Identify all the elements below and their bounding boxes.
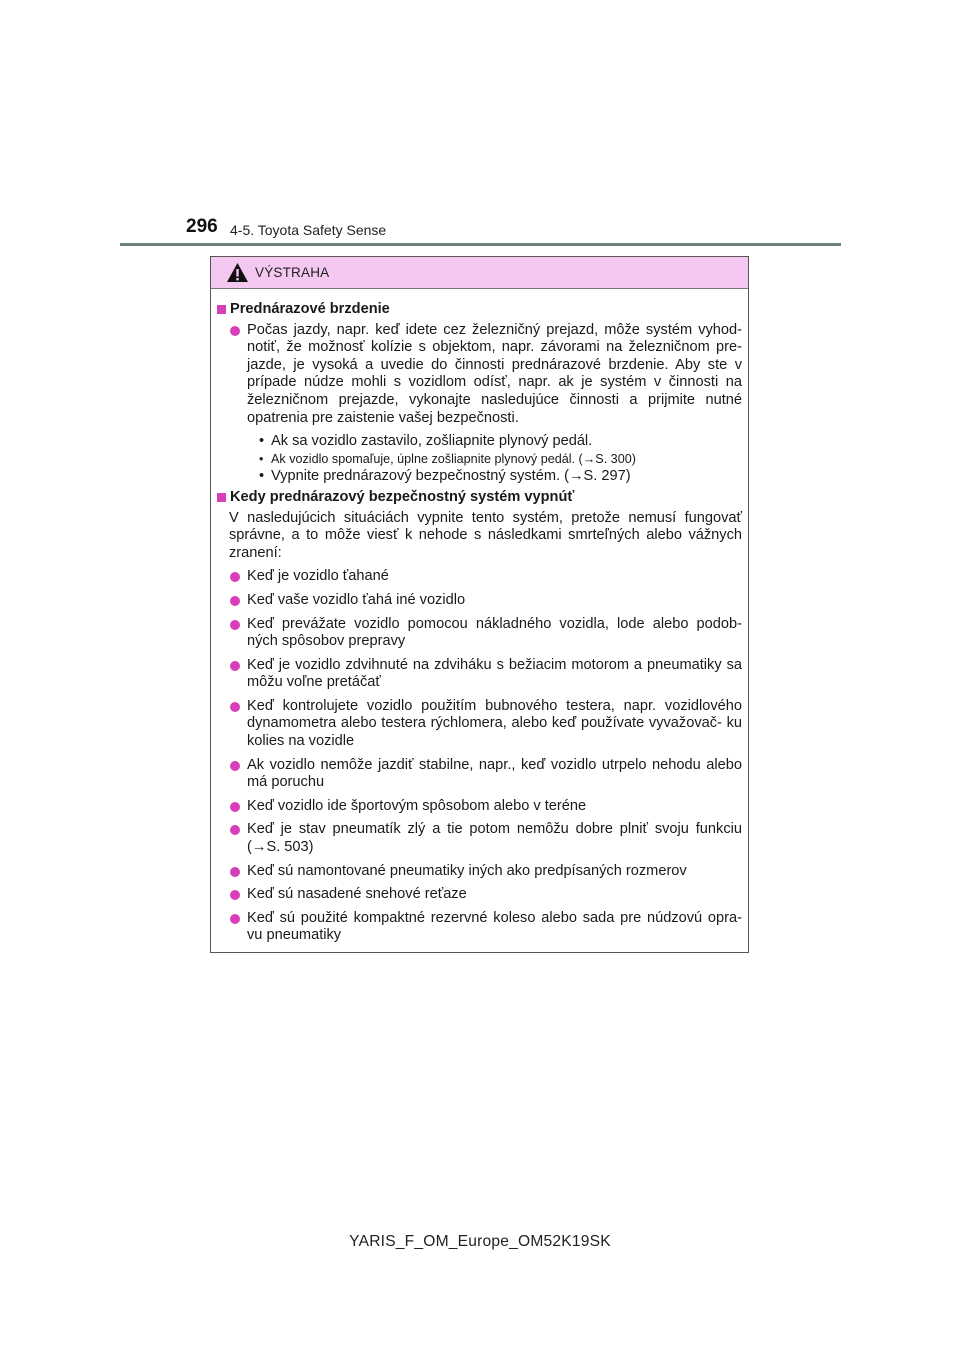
warning-box xyxy=(210,256,749,953)
list-item: Keď prevážate vozidlo pomocou nákladného vozidla, lode alebo podob- ných spôsobov prepravy xyxy=(229,616,742,651)
list-item: Keď vozidlo ide športovým spôsobom alebo v teréne xyxy=(229,798,742,816)
sub-list-item: • Vypnite prednárazový bezpečnostný systém. (→S. 297) xyxy=(259,468,631,485)
list-item: Keď sú nasadené snehové reťaze xyxy=(229,886,742,904)
square-bullet-icon xyxy=(217,493,226,502)
list-item: Počas jazdy, napr. keď idete cez železničný prejazd, môže systém vyhod- notiť, že možnosť kolízie s objektom, napr. závorami na železničnom pre- jazde, je vysoká a uvedie do činnosti prednárazové brzdenie. Aby ste v prípade núdze mohli s vozidlom odísť, napr. ak je systém v činnosti na železničnom prejazde, vykonajte nasledujúce činnosti a prijmite nutné opatrenia pre zaistenie vašej bezpečnosti. xyxy=(229,322,742,428)
section-heading: Prednárazové brzdenie xyxy=(217,301,742,319)
warning-body xyxy=(211,289,748,945)
circle-bullet-icon xyxy=(230,702,240,712)
circle-bullet-icon xyxy=(230,825,240,835)
list-item: Keď je vozidlo ťahané xyxy=(229,568,742,586)
list-item: Keď kontrolujete vozidlo použitím bubnového testera, napr. vozidlového dynamometra alebo testera rýchlomera, alebo keď používate vyvažovač- ku kolies na vozidle xyxy=(229,698,742,751)
sub-list-item: • Ak vozidlo spomaľuje, úplne zošliapnite plynový pedál. (→S. 300) xyxy=(259,451,636,466)
list-item: Keď sú použité kompaktné rezervné koleso alebo sada pre núdzovú opra- vu pneumatiky xyxy=(229,910,742,945)
circle-bullet-icon xyxy=(230,890,240,900)
intro-paragraph: V nasledujúcich situáciách vypnite tento systém, pretože nemusí fungovať správne, a to môže viesť k nehode s následkami smrteľných alebo vážnych zranení: xyxy=(229,509,742,561)
square-bullet-icon xyxy=(217,305,226,314)
circle-bullet-icon xyxy=(230,326,240,336)
circle-bullet-icon xyxy=(230,867,240,877)
list-item: Keď vaše vozidlo ťahá iné vozidlo xyxy=(229,592,742,610)
list-item: Keď sú namontované pneumatiky iných ako predpísaných rozmerov xyxy=(229,863,742,881)
section-heading: Kedy prednárazový bezpečnostný systém vypnúť xyxy=(217,489,742,507)
circle-bullet-icon xyxy=(230,620,240,630)
circle-bullet-icon xyxy=(230,914,240,924)
list-item: Ak vozidlo nemôže jazdiť stabilne, napr., keď vozidlo utrpelo nehodu alebo má poruchu xyxy=(229,757,742,792)
circle-bullet-icon xyxy=(230,761,240,771)
header-rule xyxy=(120,243,841,246)
section-title: 4-5. Toyota Safety Sense xyxy=(230,222,387,238)
circle-bullet-icon xyxy=(230,572,240,582)
document-code: YARIS_F_OM_Europe_OM52K19SK xyxy=(349,1233,611,1250)
circle-bullet-icon xyxy=(230,802,240,812)
circle-bullet-icon xyxy=(230,661,240,671)
list-item: Keď je stav pneumatík zlý a tie potom nemôžu dobre plniť svoju funkciu (→S. 503) xyxy=(229,821,742,856)
warning-title: VÝSTRAHA xyxy=(255,265,330,280)
list-item: Keď je vozidlo zdvihnuté na zdviháku s bežiacim motorom a pneumatiky sa môžu voľne pretáčať xyxy=(229,657,742,692)
circle-bullet-icon xyxy=(230,596,240,606)
warning-header xyxy=(211,257,748,289)
warning-triangle-icon xyxy=(226,262,249,283)
sub-list-item: • Ak sa vozidlo zastavilo, zošliapnite plynový pedál. xyxy=(259,433,593,450)
page-number: 296 xyxy=(186,216,218,237)
